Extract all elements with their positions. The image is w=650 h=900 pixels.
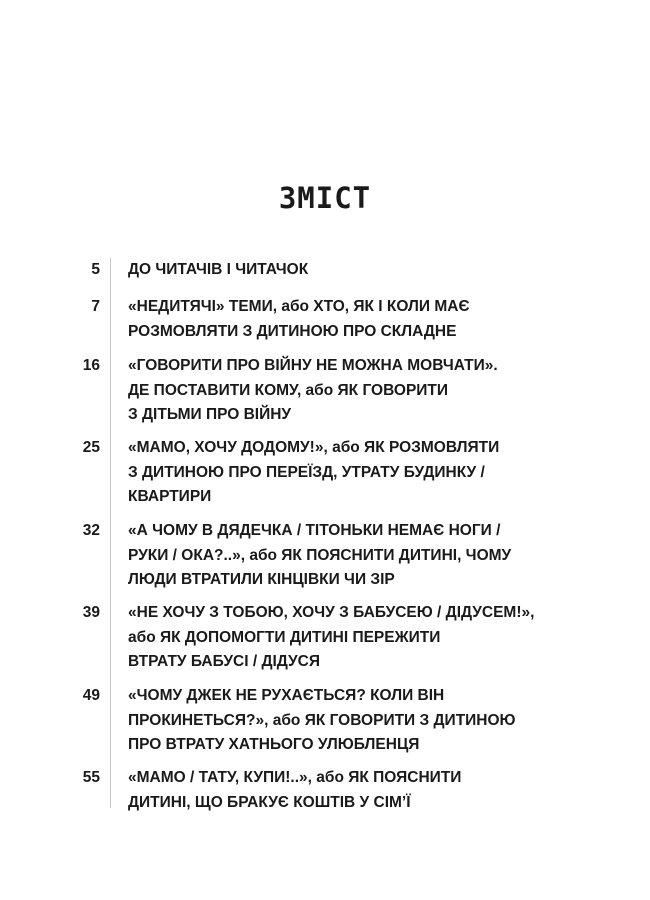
toc-entry-title	[128, 684, 558, 758]
toc-entry-line: РУКИ / ОКА?..», або ЯК ПОЯСНИТИ ДИТИНІ, ЧОМУ	[128, 546, 512, 564]
toc-page-number: 25	[82, 439, 100, 456]
page-title: ЗМІСТ	[278, 181, 372, 215]
toc-entry-line: «ЧОМУ ДЖЕК НЕ РУХАЄТЬСЯ? КОЛИ ВІН	[128, 687, 445, 704]
toc-entry-line: ПРОКИНЕТЬСЯ?», або ЯК ГОВОРИТИ З ДИТИНОЮ	[128, 711, 516, 729]
toc-page-number: 16	[82, 357, 100, 374]
toc-entry-title	[128, 436, 558, 510]
toc-entry-line: або ЯК ДОПОМОГТИ ДИТИНІ ПЕРЕЖИТИ	[128, 628, 441, 646]
toc-page-number: 49	[82, 687, 100, 704]
toc-page-number: 32	[82, 522, 100, 539]
toc-entry-line: ДИТИНІ, ЩО БРАКУЄ КОШТІВ У СІМ’Ї	[128, 793, 411, 811]
toc-entry-line: «МАМО / ТАТУ, КУПИ!..», або ЯК ПОЯСНИТИ	[128, 769, 462, 786]
toc-entry-line: З ДІТЬМИ ПРО ВІЙНУ	[128, 406, 292, 423]
toc-page-number: 5	[91, 261, 100, 278]
toc-page-number: 7	[91, 298, 100, 315]
toc-entry-title	[128, 601, 558, 675]
toc-entry-line: ВТРАТУ БАБУСІ / ДІДУСЯ	[128, 653, 321, 670]
toc-entry-line: ДО ЧИТАЧІВ І ЧИТАЧОК	[128, 261, 309, 278]
toc-entry-line: РОЗМОВЛЯТИ З ДИТИНОЮ ПРО СКЛАДНЕ	[128, 322, 457, 340]
toc-entry-line: «ГОВОРИТИ ПРО ВІЙНУ НЕ МОЖНА МОВЧАТИ».	[128, 357, 498, 374]
toc-entry-line: ДЕ ПОСТАВИТИ КОМУ, або ЯК ГОВОРИТИ	[128, 381, 449, 399]
toc-entry-title	[128, 258, 558, 283]
toc-entry-title	[128, 766, 558, 815]
toc-entry-line: З ДИТИНОЮ ПРО ПЕРЕЇЗД, УТРАТУ БУДИНКУ /	[128, 463, 485, 481]
toc-entry-title	[128, 354, 558, 428]
toc-entry-line: «МАМО, ХОЧУ ДОДОМУ!», або ЯК РОЗМОВЛЯТИ	[128, 439, 500, 456]
toc-page-number: 55	[82, 769, 100, 786]
toc-entry-line: КВАРТИРИ	[128, 488, 212, 505]
toc-entry-line: «А ЧОМУ В ДЯДЕЧКА / ТІТОНЬКИ НЕМАЄ НОГИ /	[128, 522, 501, 539]
toc-page-number: 39	[82, 604, 100, 621]
toc-entry-line: ЛЮДИ ВТРАТИЛИ КІНЦІВКИ ЧИ ЗІР	[128, 571, 395, 588]
toc-entry-line: «НЕДИТЯЧІ» ТЕМИ, або ХТО, ЯК І КОЛИ МАЄ	[128, 298, 470, 315]
toc-entry-title	[128, 295, 558, 344]
toc-entry-title	[128, 519, 558, 593]
toc-entry-line: «НЕ ХОЧУ З ТОБОЮ, ХОЧУ З БАБУСЕЮ / ДІДУСЕМ!»,	[128, 604, 535, 621]
toc-entry-line: ПРО ВТРАТУ ХАТНЬОГО УЛЮБЛЕНЦЯ	[128, 736, 420, 753]
